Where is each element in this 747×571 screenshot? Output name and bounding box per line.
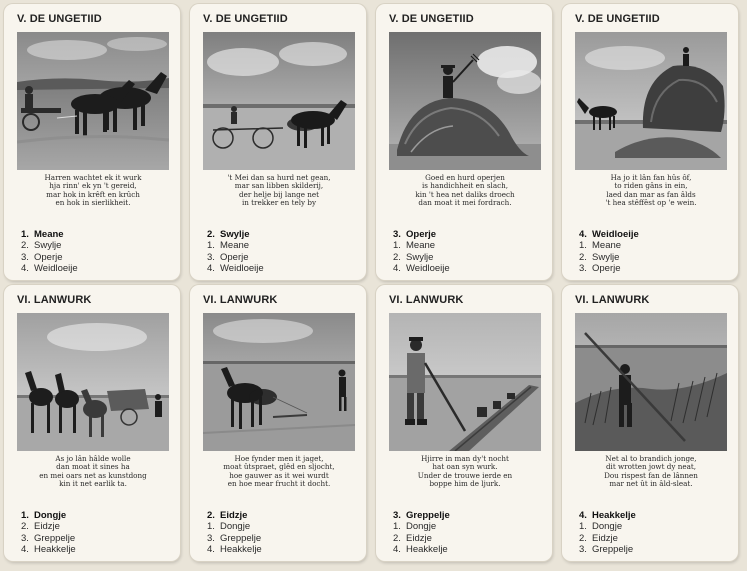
verse-line: 't hea stêffêst op 'e wein. — [605, 197, 697, 207]
card-title: V. DE UNGETIID — [575, 13, 660, 25]
card-item: 2. Eidzje — [579, 532, 618, 544]
verse-line: Ha jo it lân fan hûs ôf, — [610, 173, 692, 182]
card-item: 3. Operje — [21, 251, 63, 263]
photo-haystack-forking — [389, 32, 541, 170]
card-verse — [17, 455, 169, 488]
verse-line: kin it net earlik ta. — [59, 478, 127, 488]
card-item: 3. Greppelje — [579, 544, 634, 556]
verse-line: Under de trouwe ierde en — [417, 470, 513, 480]
card-item-active: 2. Eidzje — [207, 510, 248, 521]
card-verse — [575, 455, 727, 488]
card-title: VI. LANWURK — [575, 294, 650, 306]
card-item-active: 2. Swylje — [207, 229, 250, 240]
card-item-active: 1. Dongje — [21, 510, 67, 521]
verse-line: laed dan mar as fan âlds — [606, 189, 696, 199]
verse-line: Hoe fynder men it jaget, — [234, 454, 324, 463]
verse-line: mar san libben skilderij, — [234, 181, 324, 191]
card-item: 2. Swylje — [21, 240, 62, 252]
photo-manure-cart — [17, 313, 169, 451]
card-item-active: 4. Weidloeije — [579, 229, 639, 240]
photo-ditch-digging — [389, 313, 541, 451]
card-item: 1. Meane — [393, 240, 436, 252]
card-verse — [389, 455, 541, 488]
verse-line: en mei oars net as kunstdong — [39, 470, 147, 480]
card-item: 1. Dongje — [393, 521, 437, 533]
card-item: 4. Heakkelje — [207, 544, 262, 556]
card-item: 1. Dongje — [207, 521, 251, 533]
card-title: VI. LANWURK — [17, 294, 92, 306]
card-title: V. DE UNGETIID — [17, 13, 102, 25]
verse-line: der helje bij lange net — [238, 189, 320, 199]
card-title: VI. LANWURK — [203, 294, 278, 306]
photo-hay-wagon — [575, 32, 727, 170]
verse-line: hoe gauwer as it wei wurdt — [229, 470, 329, 480]
verse-line: in trekker en tely by — [241, 197, 317, 207]
card-item-list — [207, 510, 262, 556]
verse-line: mar hok in krêft en krûch — [46, 189, 140, 199]
card-item-list — [393, 510, 450, 556]
verse-line: Goed en hurd operjen — [425, 173, 505, 182]
card-item: 2. Swylje — [579, 251, 620, 263]
card-weidloeije[interactable] — [562, 4, 738, 280]
photo-horses-mowing — [17, 32, 169, 170]
photo-reed-cutting — [575, 313, 727, 451]
verse-line: 't Mei dan sa hurd net gean, — [227, 173, 331, 182]
card-item-active: 4. Heakkelje — [579, 510, 636, 521]
card-item-active: 1. Meane — [21, 229, 64, 240]
verse-line: boppe him de ljurk. — [429, 478, 501, 488]
photo-horses-harrow — [203, 313, 355, 451]
verse-line: dit wrotten jowt dy neat, — [605, 462, 697, 472]
card-eidzje[interactable] — [190, 285, 366, 561]
card-verse — [17, 174, 169, 207]
card-verse — [389, 174, 541, 207]
card-item: 3. Greppelje — [21, 532, 76, 544]
card-item: 3. Greppelje — [207, 532, 262, 544]
verse-line: mar net ût in âld-sleat. — [609, 478, 693, 488]
card-greppelje[interactable] — [376, 285, 552, 561]
verse-line: hja rinn' ek yn 't gereid, — [49, 181, 137, 191]
card-dongje[interactable] — [4, 285, 180, 561]
card-meane[interactable] — [4, 4, 180, 280]
verse-line: kin 't hea net daliks droech — [415, 189, 515, 199]
card-item-list — [579, 510, 636, 556]
card-title: V. DE UNGETIID — [203, 13, 288, 25]
card-heakkelje[interactable] — [562, 285, 738, 561]
photo-horses-tedder — [203, 32, 355, 170]
card-item-list — [21, 510, 76, 556]
verse-line: is handichheit en slach, — [421, 181, 509, 191]
verse-line: dan moat it sines ha — [56, 462, 130, 472]
verse-line: en hoe mear frucht it docht. — [227, 478, 331, 488]
verse-line: Net al to brandich jonge, — [605, 454, 697, 463]
card-item-list — [393, 229, 450, 275]
verse-line: Harren wachtet ek it wurk — [44, 173, 142, 182]
verse-line: hat oan syn wurk. — [432, 462, 498, 472]
card-item: 4. Weidloeije — [21, 263, 78, 275]
card-item: 3. Operje — [579, 263, 621, 275]
card-verse — [203, 455, 355, 488]
card-item: 2. Eidzje — [21, 521, 60, 533]
verse-line: to riden gâns in ein, — [614, 181, 688, 191]
verse-line: dan moat it mei fordrach. — [418, 197, 512, 207]
verse-line: Hjirre in man dy't nocht — [421, 454, 509, 463]
verse-line: Dou rispest fan de lânnen — [604, 470, 698, 480]
card-verse — [203, 174, 355, 207]
card-operje[interactable] — [376, 4, 552, 280]
card-title: V. DE UNGETIID — [389, 13, 474, 25]
card-item: 4. Heakkelje — [21, 544, 76, 556]
card-item-list — [207, 229, 264, 275]
card-item: 3. Operje — [207, 251, 249, 263]
card-swylje[interactable] — [190, 4, 366, 280]
card-item: 4. Heakkelje — [393, 544, 448, 556]
card-item: 1. Meane — [207, 240, 250, 252]
card-item: 1. Dongje — [579, 521, 623, 533]
card-item-list — [21, 229, 78, 275]
card-item-active: 3. Operje — [393, 229, 437, 240]
card-item: 2. Eidzje — [393, 532, 432, 544]
card-verse — [575, 174, 727, 207]
verse-line: en hok in sierlikheit. — [55, 197, 131, 207]
verse-line: As jo lân hâlde wolle — [55, 454, 131, 463]
card-title: VI. LANWURK — [389, 294, 464, 306]
card-item: 4. Weidloeije — [393, 263, 450, 275]
card-item-list — [579, 229, 639, 275]
card-item: 2. Swylje — [393, 251, 434, 263]
card-item: 1. Meane — [579, 240, 622, 252]
verse-line: moat ûtspraet, glêd en sljocht, — [223, 462, 335, 472]
card-item-active: 3. Greppelje — [393, 510, 450, 521]
card-item: 4. Weidloeije — [207, 263, 264, 275]
